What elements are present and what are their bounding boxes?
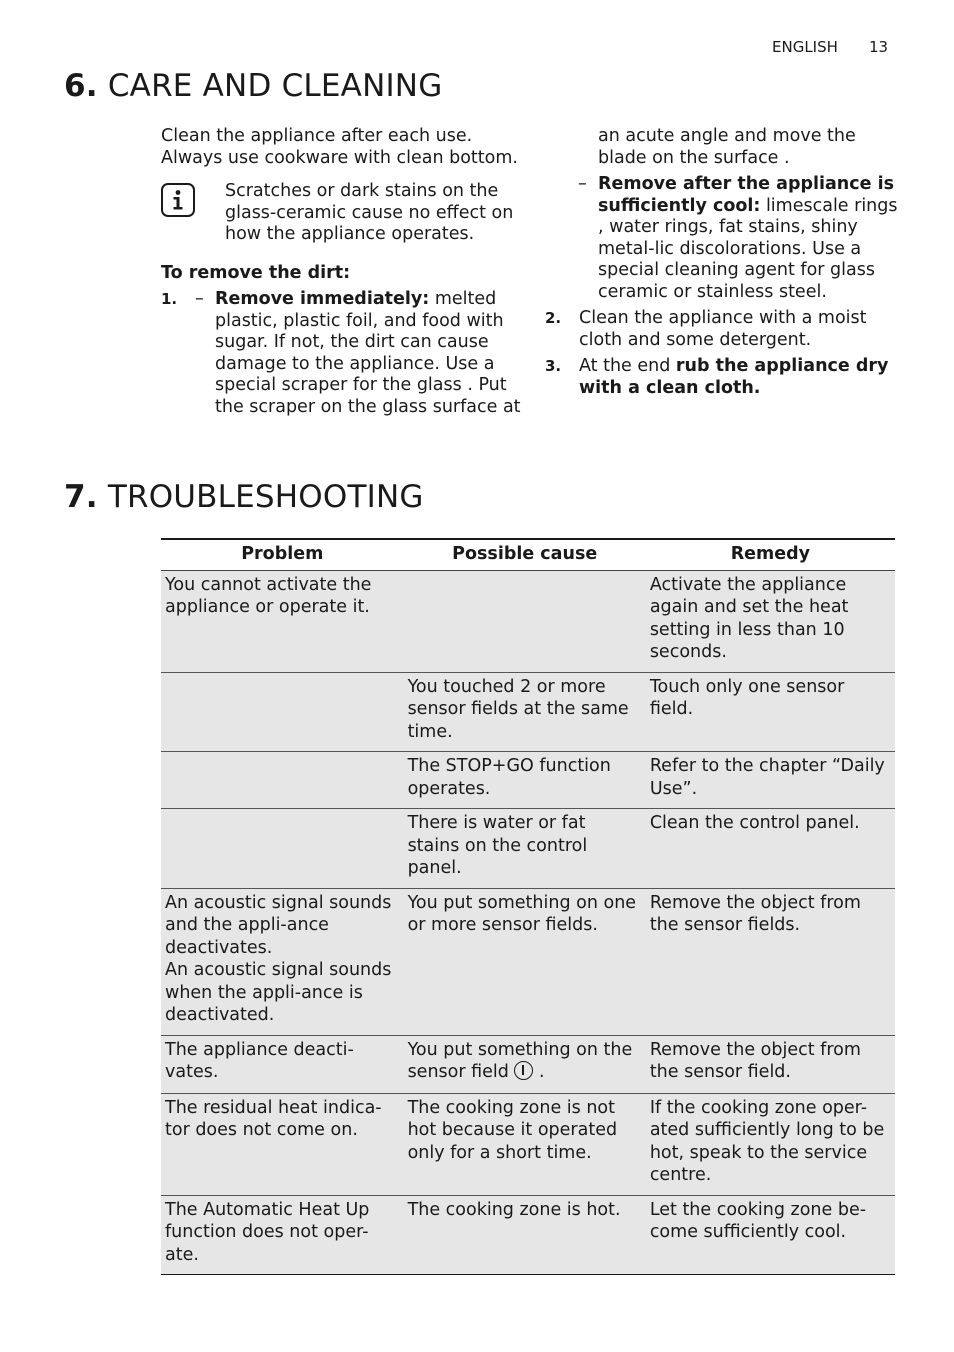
problem-cell bbox=[161, 672, 404, 752]
step-1 bbox=[161, 289, 521, 418]
cause-cell bbox=[404, 1035, 646, 1093]
table-row bbox=[161, 1195, 895, 1275]
on-off-icon bbox=[514, 1061, 533, 1080]
remedy-cell: If the cooking zone oper-ated sufficiently long to be hot, speak to the service centre. bbox=[646, 1093, 895, 1195]
step-1-item-1-bold: Remove immediately: bbox=[215, 289, 430, 309]
column-header-cause: Possible cause bbox=[404, 539, 646, 570]
cause-cell: The STOP+GO function operates. bbox=[404, 752, 646, 809]
page-header-language: ENGLISH bbox=[772, 38, 838, 56]
step-1-item-2-bold: Remove after the appliance is sufficiently cool: bbox=[598, 174, 895, 216]
step-3 bbox=[545, 356, 905, 399]
remedy-cell: Refer to the chapter “Daily Use”. bbox=[646, 752, 895, 809]
care-intro-line-2: Always use cookware with clean bottom. bbox=[161, 147, 518, 168]
cause-cell: There is water or fat stains on the control panel. bbox=[404, 809, 646, 889]
remedy-cell: Let the cooking zone be-come sufficiently cool. bbox=[646, 1195, 895, 1275]
step-2 bbox=[545, 308, 905, 351]
problem-cell: You cannot activate the appliance or operate it. bbox=[161, 570, 404, 672]
remedy-cell: Clean the control panel. bbox=[646, 809, 895, 889]
dash-bullet: – bbox=[195, 289, 204, 309]
problem-line-2: An acoustic signal sounds when the appli-ance is deactivated. bbox=[165, 960, 392, 1025]
table-row bbox=[161, 888, 895, 1035]
cause-text-prefix: You put something on the sensor field bbox=[407, 1039, 633, 1082]
table-row bbox=[161, 809, 895, 889]
care-section-heading: CARE AND CLEANING bbox=[107, 68, 443, 104]
problem-cell: The appliance deacti-vates. bbox=[161, 1035, 404, 1093]
table-row bbox=[161, 672, 895, 752]
step-1-item-1-continued: an acute angle and move the blade on the surface . bbox=[598, 126, 856, 168]
info-note bbox=[161, 181, 521, 246]
troubleshooting-section-number: 7. bbox=[64, 479, 98, 515]
remedy-cell: Remove the object from the sensor field. bbox=[646, 1035, 895, 1093]
table-row bbox=[161, 1093, 895, 1195]
care-section-title bbox=[64, 68, 442, 104]
cause-cell: You touched 2 or more sensor fields at the same time. bbox=[404, 672, 646, 752]
troubleshooting-section-heading: TROUBLESHOOTING bbox=[107, 479, 424, 515]
page-number: 13 bbox=[869, 38, 889, 56]
care-column-right bbox=[545, 126, 905, 399]
table-row bbox=[161, 1035, 895, 1093]
step-1-item-2-text: limescale rings , water rings, fat stains, shiny metal-lic discolorations. Use a special cleaning agent for glass ceramic or stainless steel. bbox=[598, 195, 898, 302]
remedy-cell: Remove the object from the sensor fields. bbox=[646, 888, 895, 1035]
problem-line-1: An acoustic signal sounds and the appli-ance deactivates. bbox=[165, 892, 392, 958]
step-3-text-bold: rub the appliance dry with a clean cloth. bbox=[579, 356, 889, 398]
care-section-number: 6. bbox=[64, 68, 98, 104]
step-1-item-2 bbox=[545, 174, 905, 303]
remove-dirt-heading: To remove the dirt: bbox=[161, 262, 351, 283]
step-1-item-1-text: melted plastic, plastic foil, and food with sugar. If not, the dirt can cause damage to the appliance. Use a special scraper for the glass . Put the scraper on the glass surface at bbox=[215, 289, 521, 417]
info-icon bbox=[161, 183, 195, 217]
cause-text-suffix: . bbox=[533, 1062, 545, 1082]
cause-cell: The cooking zone is not hot because it operated only for a short time. bbox=[404, 1093, 646, 1195]
table-header-row bbox=[161, 539, 895, 570]
cause-cell bbox=[404, 570, 646, 672]
problem-cell bbox=[161, 752, 404, 809]
care-intro-line-1: Clean the appliance after each use. bbox=[161, 126, 473, 146]
remedy-cell: Touch only one sensor field. bbox=[646, 672, 895, 752]
troubleshooting-section-title bbox=[64, 479, 424, 515]
troubleshooting-table bbox=[161, 538, 895, 1275]
table-row bbox=[161, 570, 895, 672]
step-2-number: 2. bbox=[545, 309, 562, 327]
cause-cell: You put something on one or more sensor fields. bbox=[404, 888, 646, 1035]
cause-cell: The cooking zone is hot. bbox=[404, 1195, 646, 1275]
info-note-text: Scratches or dark stains on the glass-ceramic cause no effect on how the appliance operates. bbox=[225, 181, 514, 244]
problem-cell bbox=[161, 809, 404, 889]
step-1-number: 1. bbox=[161, 290, 178, 308]
step-2-text: Clean the appliance with a moist cloth and some detergent. bbox=[579, 308, 867, 350]
problem-cell: The residual heat indica-tor does not come on. bbox=[161, 1093, 404, 1195]
step-3-text-prefix: At the end bbox=[579, 356, 676, 376]
care-column-left bbox=[161, 126, 521, 418]
problem-cell: The Automatic Heat Up function does not oper-ate. bbox=[161, 1195, 404, 1275]
table-row bbox=[161, 752, 895, 809]
remedy-cell: Activate the appliance again and set the heat setting in less than 10 seconds. bbox=[646, 570, 895, 672]
step-1-item-1 bbox=[161, 289, 521, 418]
column-header-problem: Problem bbox=[161, 539, 404, 570]
step-3-number: 3. bbox=[545, 357, 562, 375]
dash-bullet: – bbox=[578, 174, 587, 194]
problem-cell bbox=[161, 888, 404, 1035]
column-header-remedy: Remedy bbox=[646, 539, 895, 570]
